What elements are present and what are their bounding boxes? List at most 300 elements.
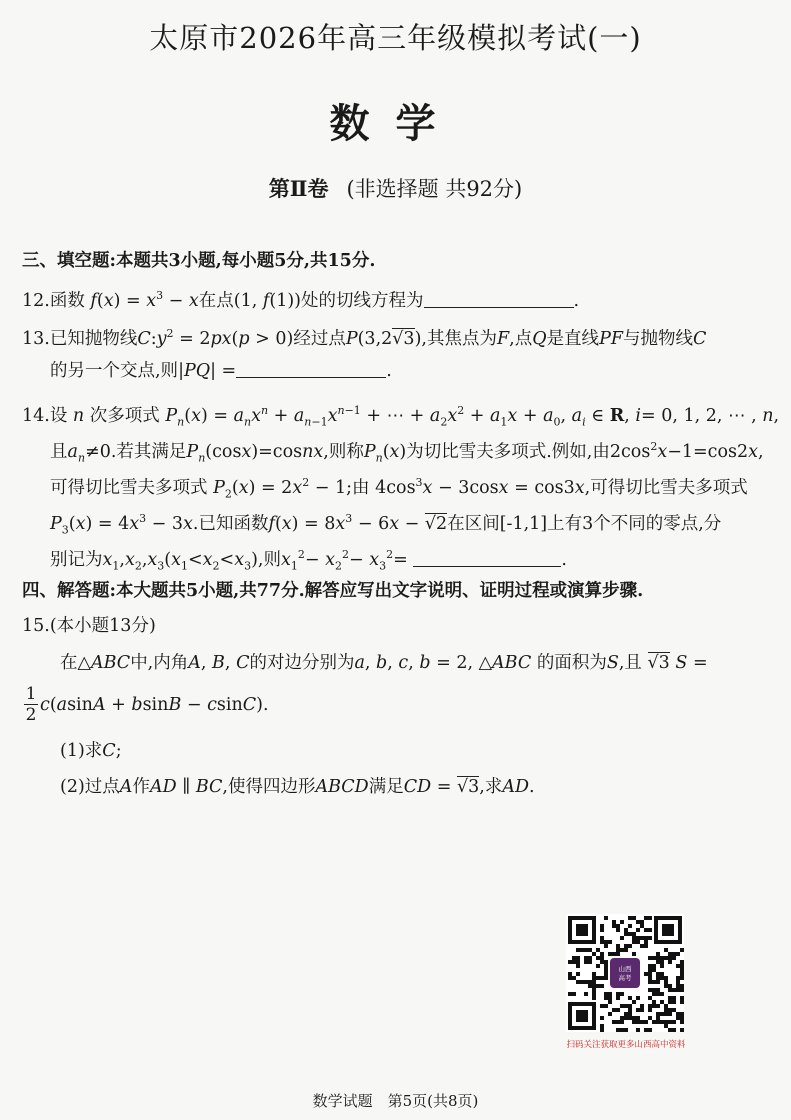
qr-module [656, 988, 660, 992]
qr-module [680, 1000, 684, 1004]
q14-text-line2-b: 若其满足 [116, 441, 187, 462]
qr-module [604, 976, 608, 980]
q13-text-d: ,点 [509, 328, 533, 349]
qr-module [600, 984, 604, 988]
question-13-line-1: 13.已知抛物线$C:y^2 = 2px(p > 0)$经过点P(3,2√3),其焦点为F,点Q是直线PF与抛物线C [22, 327, 707, 349]
qr-module [572, 960, 576, 964]
qr-module [660, 964, 664, 968]
qr-module [644, 940, 648, 944]
q12-number: 12. [22, 290, 50, 311]
qr-module [648, 988, 652, 992]
qr-module [624, 928, 628, 932]
exam-title: 太原市2026年高三年级模拟考试(一) [149, 21, 642, 55]
qr-module [608, 940, 612, 944]
qr-module [648, 968, 652, 972]
question-14-line-1: 14.设 n 次多项式 $P_n(x) = a_nx^n + a_{n-1}x^{n-1}$ + ⋯ + $a_2x^2 + a_1x + a_0$, $a_i$ ∈ R, i= 0, 1, 2, ⋯ , n, [22, 404, 780, 429]
qr-module [600, 952, 604, 956]
qr-module [660, 1000, 664, 1004]
qr-module [568, 960, 572, 964]
qr-module [628, 1008, 632, 1012]
qr-module [620, 1028, 624, 1032]
q14-text-b: 次多项式 [89, 405, 160, 426]
qr-module [668, 988, 672, 992]
q14-text-line5-a: 别记为 [50, 549, 103, 570]
qr-module [668, 1028, 672, 1032]
qr-module [648, 996, 652, 1000]
qr-module [576, 948, 580, 952]
q15-text-c: 的对边分别为 [249, 653, 355, 673]
qr-module [636, 996, 640, 1000]
qr-module [580, 948, 584, 952]
qr-module [632, 916, 636, 920]
qr-caption: 扫码关注获取更多山西高中资料 [566, 1040, 686, 1050]
qr-module [628, 944, 632, 948]
qr-module [604, 1004, 608, 1008]
qr-module [672, 956, 676, 960]
qr-module [656, 960, 660, 964]
qr-module [584, 956, 588, 960]
q14-text-line2-c: ,则称 [323, 441, 364, 462]
qr-module [616, 996, 620, 1000]
qr-module [668, 956, 672, 960]
qr-module [680, 972, 684, 976]
qr-module [620, 1020, 624, 1024]
q15-part2-a: (2)过点 [60, 777, 120, 797]
qr-module [600, 956, 604, 960]
qr-module [648, 1016, 652, 1020]
q15-number: 15. [22, 616, 50, 636]
q12-text-before: 函数 [49, 290, 85, 311]
q15-text-a: 在△ [60, 653, 91, 673]
qr-module [660, 992, 664, 996]
qr-module [604, 916, 608, 920]
qr-module [624, 1012, 628, 1016]
qr-code[interactable] [566, 914, 684, 1032]
q15-part2-e: ,求 [479, 777, 503, 797]
qr-module [640, 936, 644, 940]
qr-module [604, 944, 608, 948]
qr-module [636, 1028, 640, 1032]
qr-module [632, 940, 636, 944]
qr-module [568, 976, 572, 980]
qr-module [676, 952, 680, 956]
qr-module [668, 1012, 672, 1016]
q15-part2-b: 作 [132, 777, 150, 797]
qr-module [624, 1028, 628, 1032]
qr-module [632, 1020, 636, 1024]
qr-module [672, 988, 676, 992]
qr-module [656, 992, 660, 996]
qr-module [600, 976, 604, 980]
qr-center-text-2: 高考 [618, 974, 632, 982]
question-15-line-1: 在△ABC中,内角A, B, C的对边分别为a, b, c, b = 2, △ABC 的面积为S,且 √3 S = [60, 653, 708, 673]
qr-module [668, 952, 672, 956]
question-14-line-5: 别记为$x_1,x_2,x_3(x_1<x_2<x_3)$,则$x_1^2- x_2^2- x_3^2=$ . [50, 548, 567, 573]
qr-module [600, 1016, 604, 1020]
qr-module [624, 1004, 628, 1008]
qr-module [640, 924, 644, 928]
qr-module [600, 928, 604, 932]
qr-module [632, 936, 636, 940]
qr-module [628, 1004, 632, 1008]
qr-module [580, 980, 584, 984]
q15-part2-d: 满足 [368, 777, 404, 797]
q13-text-a: 已知抛物线 [49, 328, 138, 349]
qr-module [656, 1012, 660, 1016]
qr-module [640, 1020, 644, 1024]
qr-module [604, 960, 608, 964]
qr-module [636, 1016, 640, 1020]
qr-module [636, 936, 640, 940]
q12-text-mid: 在点(1, [198, 290, 258, 311]
qr-module [576, 960, 580, 964]
qr-module [620, 948, 624, 952]
qr-module [592, 980, 596, 984]
qr-module [592, 992, 596, 996]
qr-module [680, 976, 684, 980]
q14-text-line2-d: 为切比雪夫多项式.例如,由 [406, 441, 610, 462]
q13-text-b: 经过点 [293, 328, 346, 349]
qr-module [600, 924, 604, 928]
qr-module [588, 984, 592, 988]
qr-module [588, 948, 592, 952]
qr-module [676, 976, 680, 980]
qr-module [680, 968, 684, 972]
volume-note: (非选择题 共92分) [346, 177, 523, 201]
qr-module [592, 976, 596, 980]
q13-text-e: 是直线 [546, 328, 600, 349]
qr-module [644, 944, 648, 948]
qr-module [576, 964, 580, 968]
qr-module [672, 1028, 676, 1032]
qr-module [680, 984, 684, 988]
qr-module [588, 956, 592, 960]
q12-text-after: )处的切线方程为 [294, 290, 424, 311]
qr-module [644, 928, 648, 932]
qr-module [652, 956, 656, 960]
qr-module [632, 952, 636, 956]
qr-module [644, 1020, 648, 1024]
qr-module [656, 980, 660, 984]
qr-module [584, 980, 588, 984]
qr-module [616, 928, 620, 932]
qr-module [680, 964, 684, 968]
qr-module [640, 1004, 644, 1008]
qr-module [592, 984, 596, 988]
q13-text-line2: 的另一个交点,则 [50, 361, 179, 381]
qr-module [600, 936, 604, 940]
qr-module [624, 932, 628, 936]
qr-module [600, 1024, 604, 1028]
qr-module [568, 972, 572, 976]
qr-module [668, 1020, 672, 1024]
section-3-heading: 三、填空题:本题共3小题,每小题5分,共15分. [22, 251, 376, 271]
qr-module [604, 940, 608, 944]
qr-module [676, 964, 680, 968]
qr-module [652, 1020, 656, 1024]
qr-module [612, 1020, 616, 1024]
qr-module [612, 1008, 616, 1012]
qr-module [632, 1000, 636, 1004]
qr-module [616, 992, 620, 996]
q13-text-c: ,其焦点为 [421, 328, 497, 349]
qr-module [640, 944, 644, 948]
qr-module [664, 1008, 668, 1012]
qr-module [612, 920, 616, 924]
qr-module [648, 1028, 652, 1032]
qr-module [648, 916, 652, 920]
qr-module [664, 1004, 668, 1008]
qr-module [616, 1020, 620, 1024]
qr-module [596, 984, 600, 988]
q13-text-f: 与抛物线 [622, 328, 693, 349]
qr-module [656, 952, 660, 956]
volume-heading [0, 173, 791, 203]
qr-module [600, 960, 604, 964]
qr-module [584, 960, 588, 964]
qr-module [652, 968, 656, 972]
qr-module [608, 996, 612, 1000]
qr-module [576, 980, 580, 984]
qr-module [596, 964, 600, 968]
qr-module [628, 916, 632, 920]
qr-module [620, 1016, 624, 1020]
qr-module [628, 924, 632, 928]
qr-module [572, 992, 576, 996]
qr-module [604, 972, 608, 976]
qr-module [592, 972, 596, 976]
qr-module [616, 1008, 620, 1012]
q14-text-line5-b: ,则 [257, 549, 281, 570]
qr-module [592, 988, 596, 992]
qr-module [608, 1000, 612, 1004]
qr-module [680, 960, 684, 964]
qr-module [628, 1012, 632, 1016]
qr-module [616, 948, 620, 952]
qr-module [668, 960, 672, 964]
q15-points: (本小题13分) [49, 616, 156, 636]
qr-module [572, 956, 576, 960]
qr-module [648, 936, 652, 940]
qr-module [612, 924, 616, 928]
qr-module [616, 944, 620, 948]
qr-module [660, 976, 664, 980]
qr-module [632, 1016, 636, 1020]
qr-module [604, 996, 608, 1000]
qr-module [668, 1008, 672, 1012]
q14-text-line3-b: ;由 [346, 477, 370, 498]
qr-module [664, 1012, 668, 1016]
q13-number: 13. [22, 328, 50, 349]
qr-module [624, 1016, 628, 1020]
qr-module [676, 988, 680, 992]
qr-module [680, 948, 684, 952]
qr-module [640, 1008, 644, 1012]
qr-module [664, 1020, 668, 1024]
qr-module [596, 956, 600, 960]
question-15-line-2: c(asinA + bsinB − csinC). [40, 695, 269, 715]
qr-module [636, 920, 640, 924]
fraction-one-half: $\frac{1}{2}$ [25, 684, 37, 725]
section-4-heading: 四、解答题:本大题共5小题,共77分.解答应写出文字说明、证明过程或演算步骤. [22, 581, 644, 601]
qr-module [664, 948, 668, 952]
question-15-header [22, 614, 773, 638]
qr-module [664, 976, 668, 980]
qr-module [592, 996, 596, 1000]
qr-module [652, 988, 656, 992]
qr-module [588, 960, 592, 964]
q14-number: 14. [22, 405, 50, 426]
qr-module [680, 988, 684, 992]
qr-module [656, 972, 660, 976]
qr-module [660, 956, 664, 960]
qr-module [624, 948, 628, 952]
qr-module [612, 952, 616, 956]
qr-module [604, 992, 608, 996]
qr-module [668, 1000, 672, 1004]
qr-module [648, 1004, 652, 1008]
qr-module [624, 944, 628, 948]
q14-text-line2-a: 且 [50, 441, 68, 462]
qr-module [608, 952, 612, 956]
question-14-line-4: $P_3(x) = 4x^3 - 3x$.已知函数$f(x) = 8x^3 - 6x - √2$在区间[-1,1]上有3个不同的零点,分 [50, 512, 722, 537]
qr-module [680, 1012, 684, 1016]
qr-module [644, 1028, 648, 1032]
qr-module [632, 932, 636, 936]
qr-module [636, 940, 640, 944]
qr-module [660, 1020, 664, 1024]
qr-module [660, 960, 664, 964]
qr-module [636, 928, 640, 932]
qr-module [680, 1028, 684, 1032]
qr-module [644, 972, 648, 976]
qr-module [680, 1016, 684, 1020]
qr-module [672, 996, 676, 1000]
q14-text-a: 设 [49, 405, 68, 426]
page-footer: 数学试题 第5页(共8页) [312, 1092, 479, 1110]
qr-module [616, 924, 620, 928]
qr-module [584, 992, 588, 996]
qr-module [664, 980, 668, 984]
qr-module [664, 956, 668, 960]
qr-module [640, 920, 644, 924]
qr-module [644, 916, 648, 920]
qr-code-block [566, 914, 686, 1050]
q12-answer-blank[interactable] [424, 289, 574, 308]
q14-text-line4-a: .已知函数 [192, 513, 269, 534]
qr-module [628, 932, 632, 936]
qr-module [620, 920, 624, 924]
qr-center-logo [610, 958, 640, 988]
qr-module [676, 984, 680, 988]
qr-module [676, 1016, 680, 1020]
question-12: 12.函数 $f(x) = x^3 - x$在点(1, f(1))处的切线方程为 . [22, 289, 580, 311]
qr-module [648, 928, 652, 932]
qr-module [644, 936, 648, 940]
qr-module [620, 992, 624, 996]
qr-module [636, 1020, 640, 1024]
qr-center-text-1: 山西 [618, 965, 632, 973]
qr-module [572, 976, 576, 980]
qr-module [600, 1004, 604, 1008]
qr-module [672, 1008, 676, 1012]
qr-module [600, 1028, 604, 1032]
qr-module [592, 952, 596, 956]
qr-module [608, 1012, 612, 1016]
qr-module [656, 976, 660, 980]
q15-part2-c: ,使得四边形 [222, 777, 316, 797]
question-14-line-3: 可得切比雪夫多项式 $P_2(x) = 2x^2 - 1$;由 $4\cos^3x - 3\cos x = \cos 3x$,可得切比雪夫多项式 [50, 476, 748, 501]
qr-module [652, 980, 656, 984]
question-14-line-2: 且$a_n\ne 0$.若其满足$P_n(\cos x)=cosnx$,则称$P_n(x)$为切比雪夫多项式.例如,由$2\cos^2x-1=\cos 2x$, [50, 440, 764, 465]
qr-module [636, 1008, 640, 1012]
qr-module [656, 1016, 660, 1020]
qr-module [576, 972, 580, 976]
qr-module [604, 964, 608, 968]
qr-module [652, 1000, 656, 1004]
qr-module [568, 992, 572, 996]
qr-module [616, 952, 620, 956]
qr-module [648, 976, 652, 980]
qr-module [648, 972, 652, 976]
qr-module [584, 948, 588, 952]
q14-answer-blank[interactable] [413, 548, 561, 567]
qr-module [648, 956, 652, 960]
qr-module [616, 1028, 620, 1032]
qr-module [608, 992, 612, 996]
qr-module [588, 980, 592, 984]
qr-module [628, 1016, 632, 1020]
question-15-part-2: (2)过点A作AD ∥ BC,使得四边形ABCD满足CD = √3,求AD. [60, 777, 535, 797]
q15-text-d: 的面积为 [536, 653, 607, 673]
qr-module [652, 964, 656, 968]
q13-answer-blank[interactable] [236, 359, 386, 378]
qr-module [648, 980, 652, 984]
qr-module [680, 1020, 684, 1024]
q14-text-line3-c: ,可得切比雪夫多项式 [584, 477, 748, 498]
qr-module [680, 996, 684, 1000]
volume-label: 第Ⅱ卷 [268, 176, 329, 201]
qr-module [672, 952, 676, 956]
subject-title: 数学 [329, 100, 462, 147]
qr-module [648, 1008, 652, 1012]
qr-module [576, 956, 580, 960]
qr-module [664, 984, 668, 988]
qr-module [620, 936, 624, 940]
q15-text-b: 中,内角 [130, 653, 189, 673]
qr-module [656, 1004, 660, 1008]
qr-module [596, 976, 600, 980]
qr-module [596, 948, 600, 952]
question-13-line-2: 的另一个交点,则|PQ| = . [50, 361, 392, 381]
qr-module [660, 1012, 664, 1016]
qr-module [668, 996, 672, 1000]
qr-module [652, 992, 656, 996]
qr-module [660, 972, 664, 976]
qr-module [656, 1020, 660, 1024]
qr-module [620, 1004, 624, 1008]
qr-module [668, 984, 672, 988]
qr-module [648, 964, 652, 968]
q14-text-line3-a: 可得切比雪夫多项式 [50, 477, 208, 498]
qr-module [672, 1020, 676, 1024]
qr-module [652, 1004, 656, 1008]
q15-part1-text: (1)求 [60, 741, 103, 761]
q14-text-line4-b: 在区间[-1,1]上有3个不同的零点,分 [447, 513, 722, 534]
question-15-part-1: (1)求C; [60, 741, 122, 761]
qr-module [672, 1000, 676, 1004]
qr-module [600, 940, 604, 944]
